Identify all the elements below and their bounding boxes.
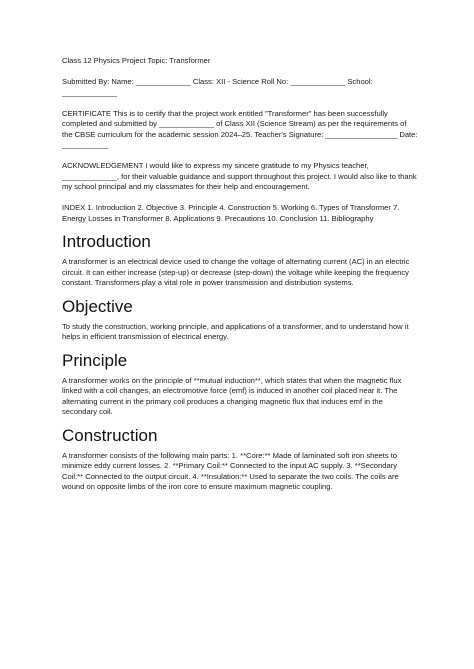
section-body-introduction: A transformer is an electrical device used to change the voltage of alternating current (AC) in an electric circuit. It can either increase (step-up) or decrease (step-down) the voltage while keeping the frequency constant. Transformers play a vital role in power transmission and distribution systems.	[62, 257, 410, 287]
section-heading-principle: Principle	[62, 350, 128, 370]
section-body-objective: To study the construction, working principle, and applications of a transformer, and to understand how it helps in efficient transmission of electrical energy.	[62, 321, 409, 341]
title-line: Class 12 Physics Project Topic: Transformer	[62, 56, 211, 65]
certificate-paragraph: CERTIFICATE This is to certify that the project work entitled "Transformer" has been successfully completed and submitted by _____________ of Class XII (Science Stream) as per the requirements of the CBSE curriculum for the academic session 2024–25. Teacher's Signature: _________________ Date: ___________	[62, 108, 418, 149]
index-paragraph: INDEX 1. Introduction 2. Objective 3. Principle 4. Construction 5. Working 6. Types of Transformer 7. Energy Losses in Transformer 8. Applications 9. Precautions 10. Conclusion 11. Bibliography	[62, 203, 400, 223]
section-body-construction: A transformer consists of the following main parts: 1. **Core:** Made of laminated soft iron sheets to minimize eddy current losses. 2. **Primary Coil:** Connected to the input AC supply. 3. **Secondary Coil:** Connected to the output circuit. 4. **Insulation:** Used to separate the two coils. The coils are wound on opposite limbs of the iron core to ensure maximum magnetic coupling.	[62, 450, 399, 491]
document-page	[62, 56, 418, 493]
submitted-by-line: Submitted By: Name: _____________ Class: XII - Science Roll No: _____________ School: _____________	[62, 77, 373, 97]
section-heading-objective: Objective	[62, 296, 133, 316]
section-heading-construction: Construction	[62, 425, 158, 445]
section-heading-introduction: Introduction	[62, 232, 151, 251]
acknowledgement-paragraph: ACKNOWLEDGEMENT I would like to express my sincere gratitude to my Physics teacher, _____________, for their valuable guidance and support throughout this project. I would also like to thank my school principal and my classmates for their help and encouragement.	[62, 161, 417, 191]
section-body-principle: A transformer works on the principle of **mutual induction**, which states that when the magnetic flux linked with a coil changes, an electromotive force (emf) is induced in another coil placed near it. The alternating current in the primary coil produces a changing magnetic flux that induces emf in the secondary coil.	[62, 375, 402, 416]
